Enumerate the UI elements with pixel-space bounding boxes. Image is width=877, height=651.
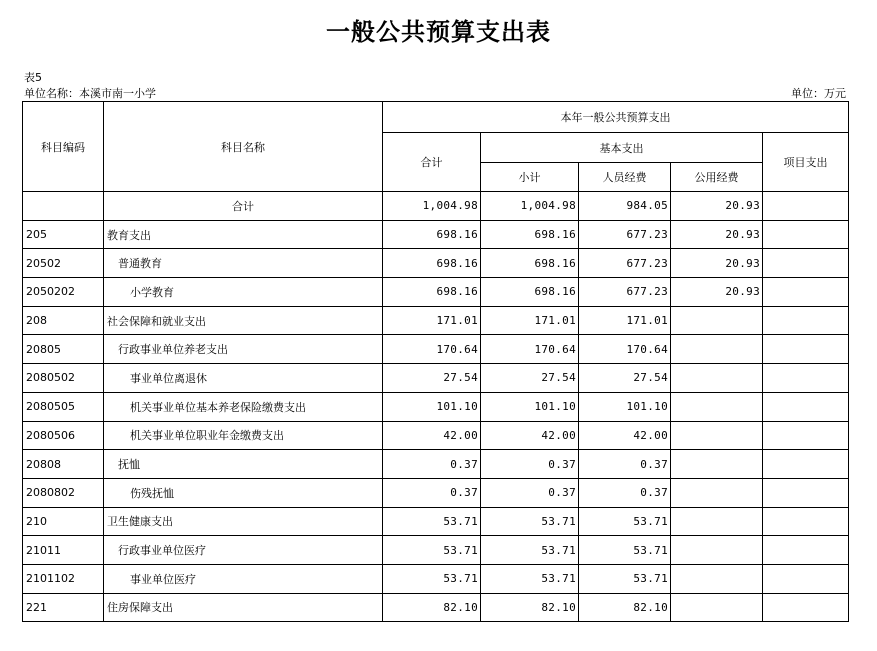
header-personnel: 人员经费 xyxy=(579,163,671,192)
total-subtotal: 1,004.98 xyxy=(481,192,579,221)
cell-subtotal: 0.37 xyxy=(481,478,579,507)
unit-name: 单位名称：本溪市南一小学 xyxy=(24,87,156,100)
budget-expenditure-table xyxy=(22,101,849,622)
cell-code: 205 xyxy=(23,220,104,249)
cell-personnel: 171.01 xyxy=(579,306,671,335)
cell-code: 21011 xyxy=(23,536,104,565)
cell-project xyxy=(763,392,849,421)
cell-subtotal: 170.64 xyxy=(481,335,579,364)
table-row xyxy=(23,564,849,593)
cell-subtotal: 698.16 xyxy=(481,220,579,249)
cell-project xyxy=(763,220,849,249)
cell-code: 2101102 xyxy=(23,564,104,593)
header-basic: 基本支出 xyxy=(481,133,763,163)
cell-subtotal: 101.10 xyxy=(481,392,579,421)
cell-subtotal: 42.00 xyxy=(481,421,579,450)
cell-subtotal: 27.54 xyxy=(481,364,579,393)
cell-name: 行政事业单位医疗 xyxy=(104,536,383,565)
table-row xyxy=(23,364,849,393)
header-current-year: 本年一般公共预算支出 xyxy=(383,102,849,133)
table-body xyxy=(23,192,849,622)
cell-code: 20805 xyxy=(23,335,104,364)
cell-personnel: 27.54 xyxy=(579,364,671,393)
cell-total: 698.16 xyxy=(383,220,481,249)
cell-subtotal: 171.01 xyxy=(481,306,579,335)
cell-personnel: 53.71 xyxy=(579,507,671,536)
table-number: 表5 xyxy=(24,71,42,84)
table-row xyxy=(23,392,849,421)
cell-personnel: 42.00 xyxy=(579,421,671,450)
cell-subtotal: 0.37 xyxy=(481,450,579,479)
cell-project xyxy=(763,278,849,307)
cell-subtotal: 53.71 xyxy=(481,536,579,565)
cell-code: 20502 xyxy=(23,249,104,278)
cell-public xyxy=(671,306,763,335)
cell-name: 事业单位医疗 xyxy=(104,564,383,593)
cell-project xyxy=(763,478,849,507)
page-title: 一般公共预算支出表 xyxy=(326,17,551,46)
table-row xyxy=(23,421,849,450)
cell-code: 2080506 xyxy=(23,421,104,450)
cell-name: 教育支出 xyxy=(104,220,383,249)
cell-personnel: 677.23 xyxy=(579,220,671,249)
cell-project xyxy=(763,536,849,565)
cell-project xyxy=(763,421,849,450)
cell-subtotal: 698.16 xyxy=(481,278,579,307)
cell-code: 210 xyxy=(23,507,104,536)
cell-code: 2050202 xyxy=(23,278,104,307)
table-row xyxy=(23,450,849,479)
total-public: 20.93 xyxy=(671,192,763,221)
total-personnel: 984.05 xyxy=(579,192,671,221)
cell-project xyxy=(763,335,849,364)
table-row xyxy=(23,306,849,335)
table-row xyxy=(23,536,849,565)
cell-total: 42.00 xyxy=(383,421,481,450)
cell-project xyxy=(763,593,849,622)
cell-project xyxy=(763,450,849,479)
cell-code: 2080802 xyxy=(23,478,104,507)
cell-name: 机关事业单位基本养老保险缴费支出 xyxy=(104,392,383,421)
cell-public: 20.93 xyxy=(671,278,763,307)
cell-subtotal: 698.16 xyxy=(481,249,579,278)
currency-unit: 单位：万元 xyxy=(791,87,846,100)
cell-total: 101.10 xyxy=(383,392,481,421)
total-row xyxy=(23,192,849,221)
cell-personnel: 53.71 xyxy=(579,564,671,593)
cell-personnel: 82.10 xyxy=(579,593,671,622)
cell-public xyxy=(671,392,763,421)
cell-public xyxy=(671,564,763,593)
cell-project xyxy=(763,249,849,278)
table-row xyxy=(23,335,849,364)
cell-code: 208 xyxy=(23,306,104,335)
cell-public xyxy=(671,507,763,536)
header-code: 科目编码 xyxy=(23,102,104,192)
cell-name: 事业单位离退休 xyxy=(104,364,383,393)
cell-personnel: 677.23 xyxy=(579,278,671,307)
cell-code: 221 xyxy=(23,593,104,622)
cell-project xyxy=(763,364,849,393)
header-name: 科目名称 xyxy=(104,102,383,192)
cell-public xyxy=(671,335,763,364)
cell-public: 20.93 xyxy=(671,220,763,249)
cell-name: 伤残抚恤 xyxy=(104,478,383,507)
total-label: 合计 xyxy=(104,192,383,221)
cell-total: 27.54 xyxy=(383,364,481,393)
cell-code: 20808 xyxy=(23,450,104,479)
cell-public xyxy=(671,450,763,479)
cell-personnel: 0.37 xyxy=(579,478,671,507)
cell-name: 住房保障支出 xyxy=(104,593,383,622)
cell-subtotal: 53.71 xyxy=(481,507,579,536)
cell-public xyxy=(671,421,763,450)
table-row xyxy=(23,507,849,536)
cell-name: 机关事业单位职业年金缴费支出 xyxy=(104,421,383,450)
cell-total: 53.71 xyxy=(383,564,481,593)
table-row xyxy=(23,220,849,249)
cell-public xyxy=(671,536,763,565)
header-subtotal: 小计 xyxy=(481,163,579,192)
cell-name: 抚恤 xyxy=(104,450,383,479)
cell-name: 小学教育 xyxy=(104,278,383,307)
cell-project xyxy=(763,306,849,335)
header-public: 公用经费 xyxy=(671,163,763,192)
header-project: 项目支出 xyxy=(763,133,849,192)
cell-personnel: 53.71 xyxy=(579,536,671,565)
cell-public xyxy=(671,364,763,393)
cell-name: 行政事业单位养老支出 xyxy=(104,335,383,364)
cell-name: 普通教育 xyxy=(104,249,383,278)
cell-total: 82.10 xyxy=(383,593,481,622)
table-row xyxy=(23,278,849,307)
cell-code: 2080505 xyxy=(23,392,104,421)
cell-public xyxy=(671,593,763,622)
total-project xyxy=(763,192,849,221)
table-row xyxy=(23,593,849,622)
total-amount: 1,004.98 xyxy=(383,192,481,221)
cell-total: 171.01 xyxy=(383,306,481,335)
cell-public: 20.93 xyxy=(671,249,763,278)
cell-total: 53.71 xyxy=(383,536,481,565)
table-row xyxy=(23,249,849,278)
cell-personnel: 0.37 xyxy=(579,450,671,479)
cell-personnel: 677.23 xyxy=(579,249,671,278)
cell-project xyxy=(763,564,849,593)
cell-total: 0.37 xyxy=(383,478,481,507)
cell-total: 698.16 xyxy=(383,278,481,307)
cell-name: 卫生健康支出 xyxy=(104,507,383,536)
cell-project xyxy=(763,507,849,536)
cell-total: 698.16 xyxy=(383,249,481,278)
cell-subtotal: 82.10 xyxy=(481,593,579,622)
cell-total: 53.71 xyxy=(383,507,481,536)
cell-code: 2080502 xyxy=(23,364,104,393)
cell-subtotal: 53.71 xyxy=(481,564,579,593)
cell-total: 0.37 xyxy=(383,450,481,479)
cell-total: 170.64 xyxy=(383,335,481,364)
cell-personnel: 101.10 xyxy=(579,392,671,421)
table-row xyxy=(23,478,849,507)
total-code-cell xyxy=(23,192,104,221)
header-total: 合计 xyxy=(383,133,481,192)
cell-personnel: 170.64 xyxy=(579,335,671,364)
cell-name: 社会保障和就业支出 xyxy=(104,306,383,335)
cell-public xyxy=(671,478,763,507)
